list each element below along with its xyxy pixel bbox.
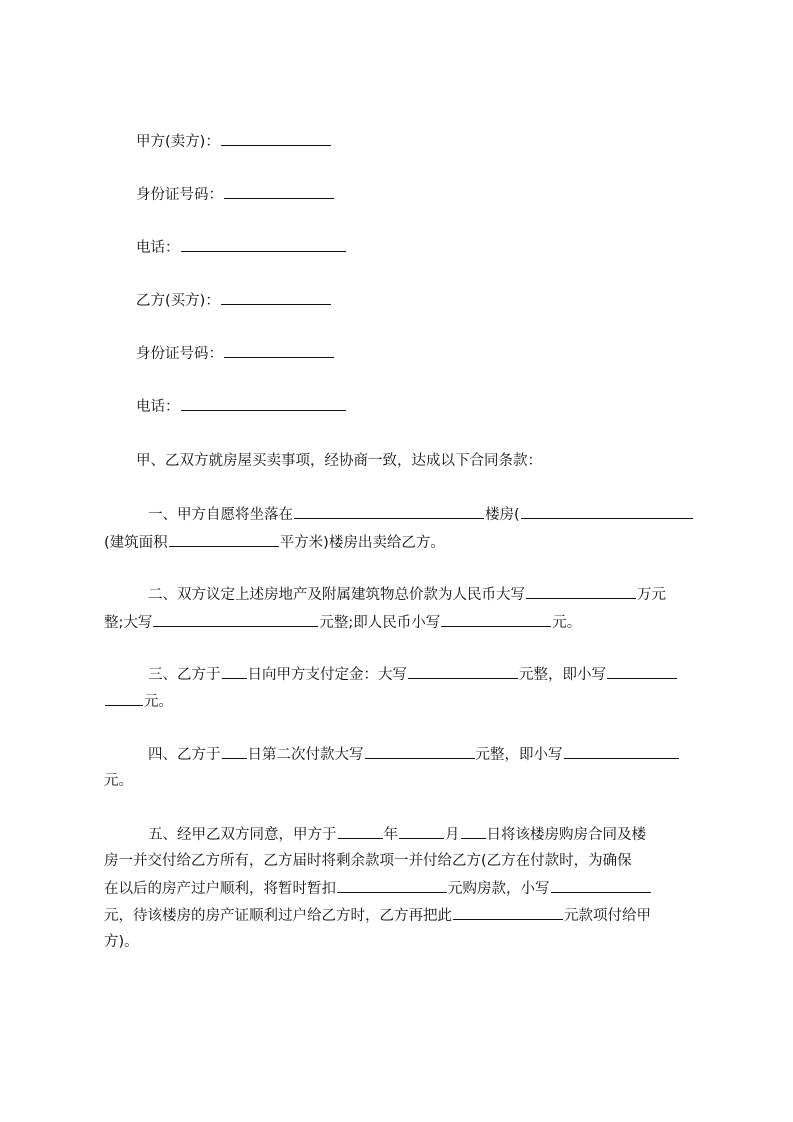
intro-text: 甲、乙双方就房屋买卖事项，经协商一致，达成以下合同条款： [136, 453, 542, 469]
clause2-line1 [148, 584, 666, 605]
seller-name-blank[interactable] [221, 131, 331, 146]
seller-phone-label: 电话： [136, 240, 180, 256]
seller-label: 甲方(卖方)： [136, 134, 220, 150]
clause1-text-d: 平方米)楼房出卖给乙方。 [279, 535, 445, 551]
buyer-name-blank[interactable] [221, 290, 331, 305]
clause5-text-c: 月 [445, 827, 460, 843]
buyer-phone-label: 电话： [136, 399, 180, 415]
clause5-text-h: 元，待该楼房的房产证顺利过户给乙方时，乙方再把此 [104, 908, 452, 924]
clause5-text-i: 元款项付给甲 [564, 908, 651, 924]
seller-phone-line [136, 237, 347, 258]
buyer-phone-blank[interactable] [181, 396, 346, 411]
seller-id-label: 身份证号码： [136, 187, 223, 203]
clause2-amount-blank[interactable] [526, 584, 636, 599]
clause4-text-b: 日第二次付款大写 [247, 747, 364, 763]
buyer-id-label: 身份证号码： [136, 346, 223, 362]
clause5-line3 [104, 878, 652, 899]
clause1-text-b: 楼房( [485, 507, 520, 523]
clause3-day-blank[interactable] [222, 664, 247, 679]
clause1-text-a: 一、甲方自愿将坐落在 [148, 507, 293, 523]
buyer-id-blank[interactable] [224, 343, 334, 358]
clause4-text-c: 元整，即小写 [475, 747, 563, 763]
clause3-text-b: 日向甲方支付定金：大写 [247, 667, 407, 683]
seller-id-line [136, 184, 335, 205]
clause3-figure-blank-b[interactable] [105, 691, 143, 706]
clause2-text-d: 元整;即人民币小写 [319, 615, 441, 631]
clause1-location-blank[interactable] [294, 504, 484, 519]
clause5-text-f: 在以后的房产过户顺利，将暂时暂扣 [104, 881, 336, 897]
clause2-text-a: 二、双方议定上述房地产及附属建筑物总价款为人民币大写 [148, 587, 525, 603]
seller-id-blank[interactable] [224, 184, 334, 199]
clause5-figure-blank[interactable] [551, 878, 651, 893]
clause4-line1 [148, 744, 680, 765]
clause2-line2 [104, 612, 581, 633]
buyer-id-line [136, 343, 335, 364]
clause5-line5: 方)。 [104, 934, 139, 950]
seller-line [136, 131, 332, 152]
clause1-line2 [104, 532, 445, 553]
clause4-text-a: 四、乙方于 [148, 747, 221, 763]
clause4-figure-blank[interactable] [564, 744, 679, 759]
clause1-area-blank[interactable] [169, 532, 279, 547]
clause5-line2: 房一并交付给乙方所有，乙方届时将剩余款项一并付给乙方(乙方在付款时，为确保 [104, 853, 632, 869]
clause5-line1 [148, 824, 646, 845]
clause3-words-blank[interactable] [408, 664, 518, 679]
clause5-text-d: 日将该楼房购房合同及楼 [486, 827, 646, 843]
clause1-line1 [148, 504, 694, 525]
clause2-text-e: 元。 [552, 615, 582, 631]
clause5-final-blank[interactable] [453, 905, 563, 920]
clause5-year-blank[interactable] [338, 824, 383, 839]
clause1-text-c: (建筑面积 [104, 535, 168, 551]
clause4-day-blank[interactable] [222, 744, 247, 759]
clause2-words-blank[interactable] [153, 612, 318, 627]
clause2-text-c: 整;大写 [104, 615, 153, 631]
clause3-text-c: 元整，即小写 [519, 667, 606, 683]
clause5-line4 [104, 905, 651, 926]
clause3-line2 [104, 691, 173, 712]
buyer-label: 乙方(买方)： [136, 293, 220, 309]
clause5-month-blank[interactable] [399, 824, 444, 839]
seller-phone-blank[interactable] [181, 237, 346, 252]
clause5-withhold-blank[interactable] [337, 878, 447, 893]
clause5-day-blank[interactable] [461, 824, 486, 839]
clause3-figure-blank-a[interactable] [607, 664, 677, 679]
buyer-phone-line [136, 396, 347, 417]
clause4-words-blank[interactable] [365, 744, 475, 759]
clause3-line1 [148, 664, 678, 685]
clause5-text-a: 五、经甲乙双方同意，甲方于 [148, 827, 337, 843]
clause2-figure-blank[interactable] [441, 612, 551, 627]
clause4-line2: 元。 [104, 773, 133, 789]
clause1-building-blank[interactable] [521, 504, 693, 519]
clause3-text-d: 元。 [144, 694, 173, 710]
clause3-text-a: 三、乙方于 [148, 667, 221, 683]
clause5-text-b: 年 [383, 827, 398, 843]
clause5-text-g: 元购房款，小写 [448, 881, 550, 897]
clause2-text-b: 万元 [637, 587, 666, 603]
buyer-line [136, 290, 332, 311]
